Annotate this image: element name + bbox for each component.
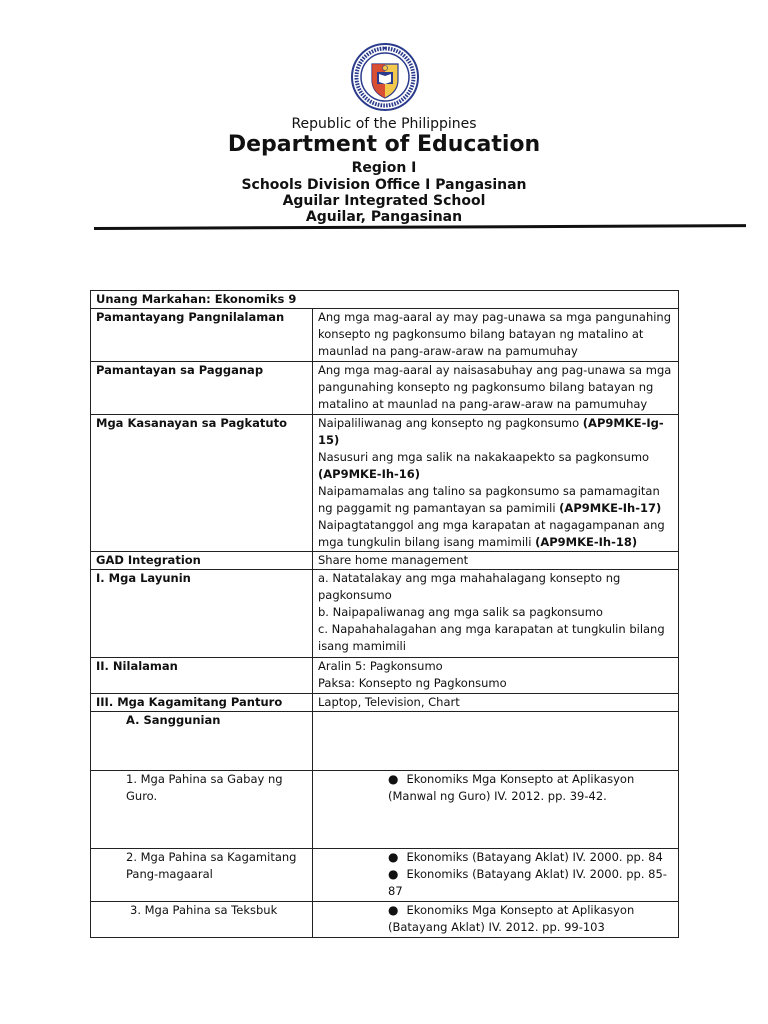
bullet-icon: ● bbox=[388, 867, 399, 881]
content-standard-label: Pamantayang Pangnilalaman bbox=[91, 309, 313, 362]
table-row bbox=[91, 771, 679, 849]
deped-seal-logo bbox=[350, 42, 420, 112]
bullet-icon: ● bbox=[388, 772, 399, 786]
table-row bbox=[91, 362, 679, 415]
bullet-icon: ● bbox=[388, 850, 399, 864]
gad-text: Share home management bbox=[313, 552, 679, 570]
competencies-label: Mga Kasanayan sa Pagkatuto bbox=[91, 415, 313, 552]
objectives-cell bbox=[313, 570, 679, 658]
lesson-topic: Paksa: Konsepto ng Pagkonsumo bbox=[318, 676, 507, 690]
division-line: Schools Division Office I Pangasinan bbox=[241, 177, 527, 193]
table-row bbox=[91, 902, 679, 938]
references-label: A. Sanggunian bbox=[91, 712, 313, 771]
table-row bbox=[91, 658, 679, 694]
textbook-refs bbox=[313, 902, 679, 938]
reference-item: ● Ekonomiks (Batayang Aklat) IV. 2000. pp. 84 bbox=[388, 850, 663, 864]
lesson-title: Aralin 5: Pagkonsumo bbox=[318, 659, 443, 673]
reference-item: ● Ekonomiks (Batayang Aklat) IV. 2000. pp. 85-87 bbox=[388, 867, 667, 898]
teacher-guide-cell bbox=[91, 771, 313, 849]
competency-code: (AP9MKE-Ih-18) bbox=[535, 535, 638, 549]
table-row bbox=[91, 694, 679, 712]
table-row bbox=[91, 415, 679, 552]
materials-text: Laptop, Television, Chart bbox=[313, 694, 679, 712]
materials-label: III. Mga Kagamitang Panturo bbox=[91, 694, 313, 712]
competency-text: Naipaliliwanag ang konsepto ng pagkonsumo bbox=[318, 416, 583, 430]
department-title: Department of Education bbox=[227, 132, 541, 157]
content-standard-text: Ang mga mag-aaral ay may pag-unawa sa mga pangunahing konsepto ng pagkonsumo bilang batayan ng matalino at maunlad na pang-araw-araw na pamumuhay bbox=[313, 309, 679, 362]
table-row bbox=[91, 291, 679, 309]
objective-item: a. Natatalakay ang mga mahahalagang konsepto ng pagkonsumo bbox=[318, 571, 621, 602]
table-row bbox=[91, 849, 679, 902]
objectives-label: I. Mga Layunin bbox=[91, 570, 313, 658]
performance-standard-label: Pamantayan sa Pagganap bbox=[91, 362, 313, 415]
school-address: Aguilar, Pangasinan bbox=[305, 209, 463, 225]
textbook-label: 3. Mga Pahina sa Teksbuk bbox=[130, 903, 278, 917]
table-row bbox=[91, 552, 679, 570]
table-row bbox=[91, 712, 679, 771]
reference-item: ● Ekonomiks Mga Konsepto at Aplikasyon (Batayang Aklat) IV. 2012. pp. 99-103 bbox=[388, 903, 635, 934]
learner-materials-refs bbox=[313, 849, 679, 902]
objective-item: c. Napahahalagahan ang mga karapatan at tungkulin bilang isang mamimili bbox=[318, 622, 665, 653]
teacher-guide-refs bbox=[313, 771, 679, 849]
performance-standard-text: Ang mga mag-aaral ay naisasabuhay ang pag-unawa sa mga pangunahing konsepto ng pagkonsumo bilang batayan ng matalino at maunlad na pang-araw-araw na pamumuhay bbox=[313, 362, 679, 415]
objective-item: b. Naipapaliwanag ang mga salik sa pagkonsumo bbox=[318, 605, 603, 619]
gad-label: GAD Integration bbox=[91, 552, 313, 570]
textbook-cell bbox=[91, 902, 313, 938]
republic-line: Republic of the Philippines bbox=[291, 116, 477, 132]
region-line: Region I bbox=[351, 160, 417, 176]
bullet-icon: ● bbox=[388, 903, 399, 917]
learner-materials-cell bbox=[91, 849, 313, 902]
competency-code: (AP9MKE-Ih-16) bbox=[318, 467, 421, 481]
teacher-guide-label: 1. Mga Pahina sa Gabay ng Guro. bbox=[126, 772, 283, 803]
competency-text: Naipagtatanggol ang mga karapatan at nagagampanan ang mga tungkulin bilang isang mamimili bbox=[318, 518, 665, 549]
competency-text: Naipamamalas ang talino sa pagkonsumo sa pamamagitan ng paggamit ng pamantayan sa pamimili bbox=[318, 484, 660, 515]
quarter-title: Unang Markahan: Ekonomiks 9 bbox=[91, 291, 679, 309]
competencies-cell bbox=[313, 415, 679, 552]
table-row bbox=[91, 570, 679, 658]
header-divider bbox=[94, 224, 746, 230]
references-empty-cell bbox=[313, 712, 679, 771]
table-row bbox=[91, 309, 679, 362]
competency-code: (AP9MKE-Ih-17) bbox=[559, 501, 662, 515]
content-cell bbox=[313, 658, 679, 694]
competency-code: (AP9MKE-Ig-15) bbox=[318, 416, 664, 447]
lesson-plan-table bbox=[90, 290, 679, 938]
reference-item: ● Ekonomiks Mga Konsepto at Aplikasyon (Manwal ng Guro) IV. 2012. pp. 39-42. bbox=[388, 772, 635, 803]
school-name: Aguilar Integrated School bbox=[282, 193, 486, 209]
competency-text: Nasusuri ang mga salik na nakakaapekto sa pagkonsumo bbox=[318, 450, 650, 464]
content-label: II. Nilalaman bbox=[91, 658, 313, 694]
learner-materials-label: 2. Mga Pahina sa Kagamitang Pang-magaaral bbox=[126, 850, 297, 881]
